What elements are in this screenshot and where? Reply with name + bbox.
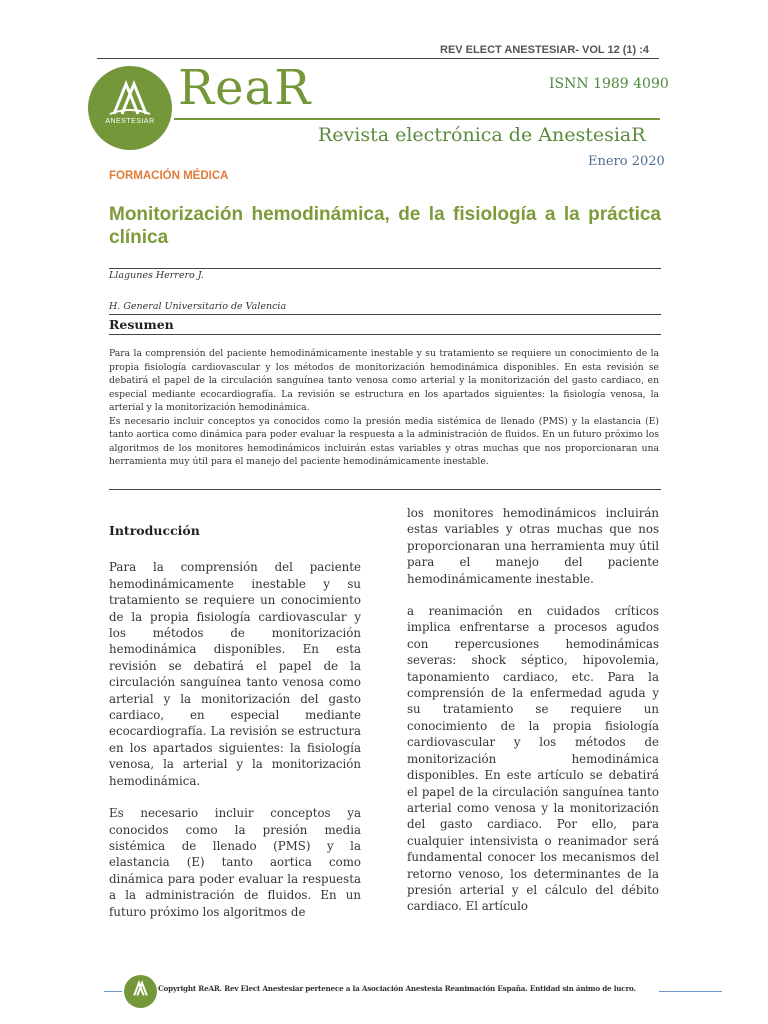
logo-emblem-icon — [124, 975, 157, 1008]
body-paragraph: a reanimación en cuidados críticos implica enfrentarse a procesos agudos con repercusiones hemodinámicas severas: shock séptico, hipovolemia, taponamiento cardiaco, etc. Para la comprensión de la enfermedad aguda y su tratamiento se requiere un conocimiento de la propia fisiología cardiovascular y los métodos de monitorización hemodinámica disponibles. En este artículo se debatirá el papel de la circulación sanguínea tanto arterial como venosa y la monitorización del gasto cardiaco. Por ello, para cualquier intensivista o reanimador será fundamental conocer los mecanismos del retorno venoso, los determinantes de la presión arterial y el cálculo del débito cardiaco. El artículo — [407, 604, 659, 914]
resumen-top-rule — [109, 314, 661, 315]
body-column-right — [407, 505, 659, 931]
abstract-paragraph: Es necesario incluir conceptos ya conocidos como la presión media sistémica de llenado (PMS) y la elastancia (E) tanto aortica como dinámica para poder evaluar la respuesta a la administración de fluidos. En un futuro próximo los algoritmos de los monitores hemodinámicos incluirán estas variables y otras muchas que nos proporcionaran una herramienta muy útil para el manejo del paciente hemodinámicamente inestable. — [109, 415, 659, 467]
header-rule — [97, 58, 659, 59]
running-head: REV ELECT ANESTESIAR- VOL 12 (1) :4 — [440, 44, 650, 56]
footer-rule-right — [659, 991, 722, 992]
intro-heading: Introducción — [109, 523, 200, 538]
journal-logo — [88, 66, 172, 150]
resumen-mid-rule — [109, 334, 661, 335]
section-label: FORMACIÓN MÉDICA — [109, 170, 229, 182]
body-paragraph: Para la comprensión del paciente hemodinámicamente inestable y su tratamiento se requiere un conocimiento de la propia fisiología cardiovascular y los métodos de monitorización hemodinámica disponibles. En esta revisión se debatirá el papel de la circulación sanguínea tanto venosa como arterial y la monitorización del gasto cardiaco, en especial mediante ecocardiografía. La revisión se estructura en los apartados siguientes: la fisiología venosa, la arterial y la monitorización hemodinámica. — [109, 560, 361, 788]
article-title: Monitorización hemodinámica, de la fisiología a la práctica clínica — [109, 204, 661, 248]
footer-logo — [124, 975, 157, 1008]
logo-emblem-icon — [88, 66, 172, 150]
footer-copyright: Copyright ReAR. Rev Elect Anestesiar pertenece a la Asociación Anestesia Reanimación España. Entidad sin ánimo de lucro. — [158, 984, 636, 993]
title-rule — [109, 268, 661, 269]
brand-wordmark: ReaR — [178, 60, 312, 116]
body-paragraph: Es necesario incluir conceptos ya conocidos como la presión media sistémica de llenado (PMS) y la elastancia (E) tanto aortica como dinámica para poder evaluar la respuesta a la administración de fluidos. En un futuro próximo los algoritmos de — [109, 806, 361, 919]
issn: ISNN 1989 4090 — [549, 76, 669, 92]
abstract-bottom-rule — [109, 489, 661, 490]
institution: H. General Universitario de Valencia — [109, 301, 287, 312]
author: Llagunes Herrero J. — [109, 270, 204, 281]
brand-rule — [174, 118, 660, 120]
issue-date: Enero 2020 — [588, 154, 665, 169]
abstract-body — [109, 347, 659, 469]
abstract-paragraph: Para la comprensión del paciente hemodinámicamente inestable y su tratamiento se requiere un conocimiento de la propia fisiología cardiovascular y los métodos de monitorización hemodinámica disponibles. En esta revisión se debatirá el papel de la circulación sanguínea tanto venosa como arterial y la monitorización del gasto cardiaco, en especial mediante ecocardiografía. La revisión se estructura en los apartados siguientes: la fisiología venosa, la arterial y la monitorización hemodinámica. — [109, 348, 659, 413]
journal-subtitle: Revista electrónica de AnestesiaR — [318, 124, 646, 146]
footer-rule-left — [104, 991, 122, 992]
logo-caption: ANESTESIAR — [105, 118, 155, 125]
body-paragraph: los monitores hemodinámicos incluirán estas variables y otras muchas que nos proporcionaran una herramienta muy útil para el manejo del paciente hemodinámicamente inestable. — [407, 506, 659, 586]
abstract-heading: Resumen — [109, 317, 174, 332]
body-column-left — [109, 523, 361, 936]
